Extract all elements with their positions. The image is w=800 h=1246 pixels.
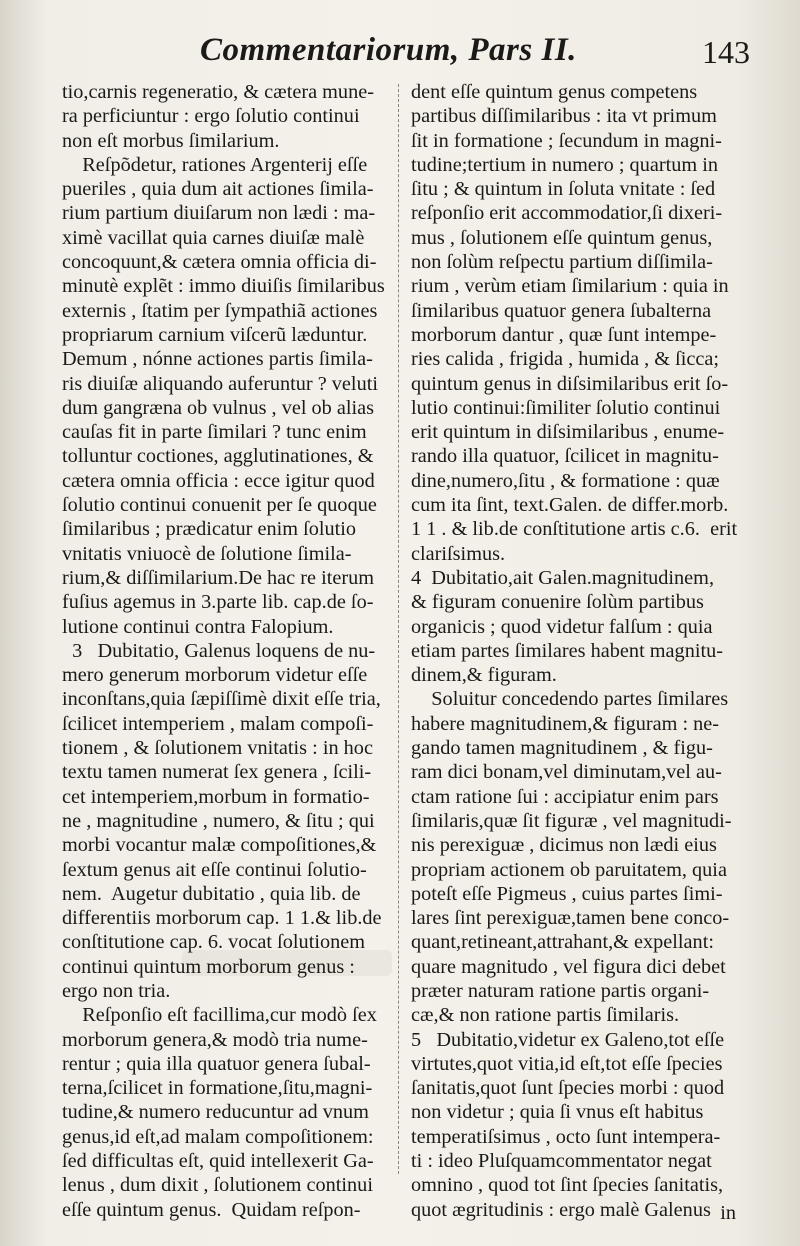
text-line: externis , ſtatim per ſympathiã actiones [62, 299, 378, 322]
text-line: genus,id eſt,ad malam compoſitionem: [62, 1125, 374, 1148]
text-line: ti : ideo Pluſquamcommentator negat [411, 1150, 712, 1173]
text-line: cæ,& non ratione partis ſimilaris. [411, 1004, 680, 1027]
text-line: dinem,& figuram. [411, 664, 557, 687]
text-line: concoquunt,& cætera omnia officia di- [62, 251, 377, 274]
text-line: quare magnitudo , vel figura dici debet [411, 955, 726, 978]
text-line: omnino , quod tot ſint ſpecies ſanitatis, [411, 1174, 724, 1197]
text-line: ne , magnitudine , numero, & ſitu ; qui [62, 809, 375, 832]
text-line: erit quintum in diſsimilaribus , enume- [411, 421, 725, 444]
text-line: nem. Augetur dubitatio , quia lib. de [62, 882, 361, 905]
text-line: ſanitatis,quot ſunt ſpecies morbi : quod [411, 1077, 725, 1100]
text-line: rentur ; quia illa quatuor genera ſubal- [62, 1052, 371, 1075]
text-line: continui quintum morborum genus : [62, 955, 355, 978]
text-line: ſimilaribus quatuor genera ſubalterna [411, 299, 712, 322]
text-line: Reſpõdetur, rationes Argenterij eſſe [62, 153, 368, 176]
catchword: in [720, 1202, 736, 1224]
text-line: terna,ſcilicet in formatione,ſitu,magni- [62, 1077, 373, 1100]
text-line: reſponſio erit accommodatior,ſi dixeri- [411, 202, 723, 225]
running-head: Commentariorum, Pars II. [200, 32, 577, 68]
text-line: propriam actionem ob paruitatem, quia [411, 858, 727, 881]
text-line: rium partium diuiſarum non lædi : ma- [62, 202, 376, 225]
text-line: ſimilaribus ; prædicatur enim ſolutio [62, 518, 357, 541]
text-line: ris diuiſæ aliquando auferuntur ? veluti [62, 372, 378, 395]
text-line: morbi vocantur malæ compoſitiones,& [62, 834, 377, 857]
text-line: morborum dantur , quæ ſunt intempe- [411, 323, 717, 346]
text-line: Demum , nónne actiones partis ſimila- [62, 348, 373, 371]
text-line: clariſsimus. [411, 542, 506, 565]
text-line: cum ita ſint, text.Galen. de differ.morb. [411, 494, 729, 517]
text-line: rium,& diſſimilarium.De hac re iterum [62, 566, 375, 589]
text-line: non videtur ; quia ſi vnus eſt habitus [411, 1101, 704, 1124]
text-line: lenus , dum dixit , ſolutionem continui [62, 1174, 373, 1197]
text-line: 1 1 . & lib.de conſtitutione artis c.6. erit [411, 518, 738, 541]
text-line: pueriles , quia dum ait actiones ſimila- [62, 178, 374, 201]
text-line: tudine,& numero reducuntur ad vnum [62, 1101, 369, 1124]
column-divider [398, 84, 399, 1174]
text-line: temperatiſsimus , octo ſunt intempera- [411, 1125, 721, 1148]
page-header [200, 28, 770, 76]
text-line: partibus diſſimilaribus : ita vt primum [411, 105, 717, 128]
text-line: non eſt morbus ſimilarium. [62, 129, 280, 152]
text-line: ram dici bonam,vel diminutam,vel au- [411, 761, 722, 784]
text-line: gando tamen magnitudinem , & figu- [411, 737, 713, 760]
text-line: cet intemperiem,morbum in formatio- [62, 785, 370, 808]
text-line: quot ægritudinis : ergo malè Galenus [411, 1198, 711, 1221]
text-line: eſſe quintum genus. Quidam reſpon- [62, 1198, 361, 1221]
text-line: textu tamen numerat ſex genera , ſcili- [62, 761, 372, 784]
text-line: propriarum carnium viſcerũ læduntur. [62, 323, 368, 346]
text-line: quintum genus in diſsimilaribus erit ſo- [411, 372, 729, 395]
text-line: tio,carnis regeneratio, & cætera mune- [62, 81, 374, 103]
text-line: mus , ſolutionem eſſe quintum genus, [411, 226, 713, 249]
text-line: nis perexiguæ , dicimus non lædi eius [411, 834, 717, 857]
text-line: cauſas fit in parte ſimilari ? tunc enim [62, 421, 367, 444]
text-line: 4 Dubitatio,ait Galen.magnitudinem, [411, 566, 715, 589]
text-line: ctam ratione ſui : accipiatur enim pars [411, 785, 719, 808]
text-line: ſextum genus ait eſſe continui ſolutio- [62, 858, 367, 881]
text-line: Reſponſio eſt facillima,cur modò ſex [62, 1004, 377, 1027]
text-line: ſitu ; & quintum in ſoluta vnitate : ſed [411, 178, 716, 201]
text-line: virtutes,quot vitia,id eſt,tot eſſe ſpecies [411, 1052, 723, 1075]
text-line: ſimilaris,quæ ſit figuræ , vel magnitudi- [411, 809, 732, 832]
text-line: conſtitutione cap. 6. vocat ſolutionem [62, 931, 366, 954]
text-line: tionem , & ſolutionem vnitatis : in hoc [62, 737, 373, 760]
text-line: minutè explẽt : immo diuiſis ſimilaribus [62, 275, 385, 298]
text-line: dine,numero,ſitu , & formatione : quæ [411, 469, 720, 492]
text-line: lutione continui contra Falopium. [62, 615, 334, 638]
text-line: ſed difficultas eſt, quid intellexerit Ga- [62, 1150, 374, 1173]
text-line: habere magnitudinem,& figuram : ne- [411, 712, 720, 735]
text-line: cætera omnia officia : ecce igitur quod [62, 469, 375, 492]
text-line: lutio continui:ſimiliter ſolutio continui [411, 396, 721, 419]
text-line: lares ſint perexiguæ,tamen bene conco- [411, 907, 730, 930]
text-line: ſit in formatione ; ſecundum in magni- [411, 129, 722, 152]
text-line: mero generum morborum videtur eſſe [62, 664, 368, 687]
text-line: 3 Dubitatio, Galenus loquens de nu- [62, 639, 376, 662]
text-line: morborum genera,& modò tria nume- [62, 1028, 368, 1051]
page-number: 143 [702, 34, 750, 70]
text-line: 5 Dubitatio,videtur ex Galeno,tot eſſe [411, 1028, 725, 1051]
text-line: tudine;tertium in numero ; quartum in [411, 153, 718, 176]
text-line: ries calida , frigida , humida , & ſicca; [411, 348, 720, 371]
text-line: non ſolùm reſpectu partium diſſimila- [411, 251, 713, 274]
text-line: poteſt eſſe Pigmeus , cuius partes ſimi- [411, 882, 723, 905]
right-column [411, 80, 741, 1222]
left-column [62, 80, 392, 1222]
text-line: organicis ; quod videtur falſum : quia [411, 615, 713, 638]
text-line: rium , verùm etiam ſimilarium : quia in [411, 275, 729, 298]
text-line: inconſtans,quia ſæpiſſimè dixit eſſe tria, [62, 688, 381, 711]
text-line: ra perficiuntur : ergo ſolutio continui [62, 105, 360, 128]
text-line: ergo non tria. [62, 979, 171, 1002]
text-line: & figuram conuenire ſolùm partibus [411, 591, 704, 614]
text-line: ximè vacillat quia carnes diuiſæ malè [62, 226, 365, 249]
text-line: præter naturam ratione partis organi- [411, 979, 710, 1002]
text-line: Soluitur concedendo partes ſimilares [411, 688, 729, 711]
text-line: ſcilicet intemperiem , malam compoſi- [62, 712, 374, 735]
text-line: etiam partes ſimilares habent magnitu- [411, 639, 724, 662]
text-line: quant,retineant,attrahant,& expellant: [411, 931, 714, 954]
text-line: fuſius agemus in 3.parte lib. cap.de ſo- [62, 591, 374, 614]
text-line: vnitatis vniuocè de ſolutione ſimila- [62, 542, 352, 565]
text-line: rando illa quatuor, ſcilicet in magnitu- [411, 445, 719, 468]
text-line: differentiis morborum cap. 1 1.& lib.de [62, 907, 382, 930]
text-line: dent eſſe quintum genus competens [411, 81, 698, 103]
text-line: dum gangræna ob vulnus , vel ob alias [62, 396, 375, 419]
text-line: tolluntur coctiones, agglutinationes, & [62, 445, 374, 468]
text-line: ſolutio continui conuenit per ſe quoque [62, 494, 377, 517]
